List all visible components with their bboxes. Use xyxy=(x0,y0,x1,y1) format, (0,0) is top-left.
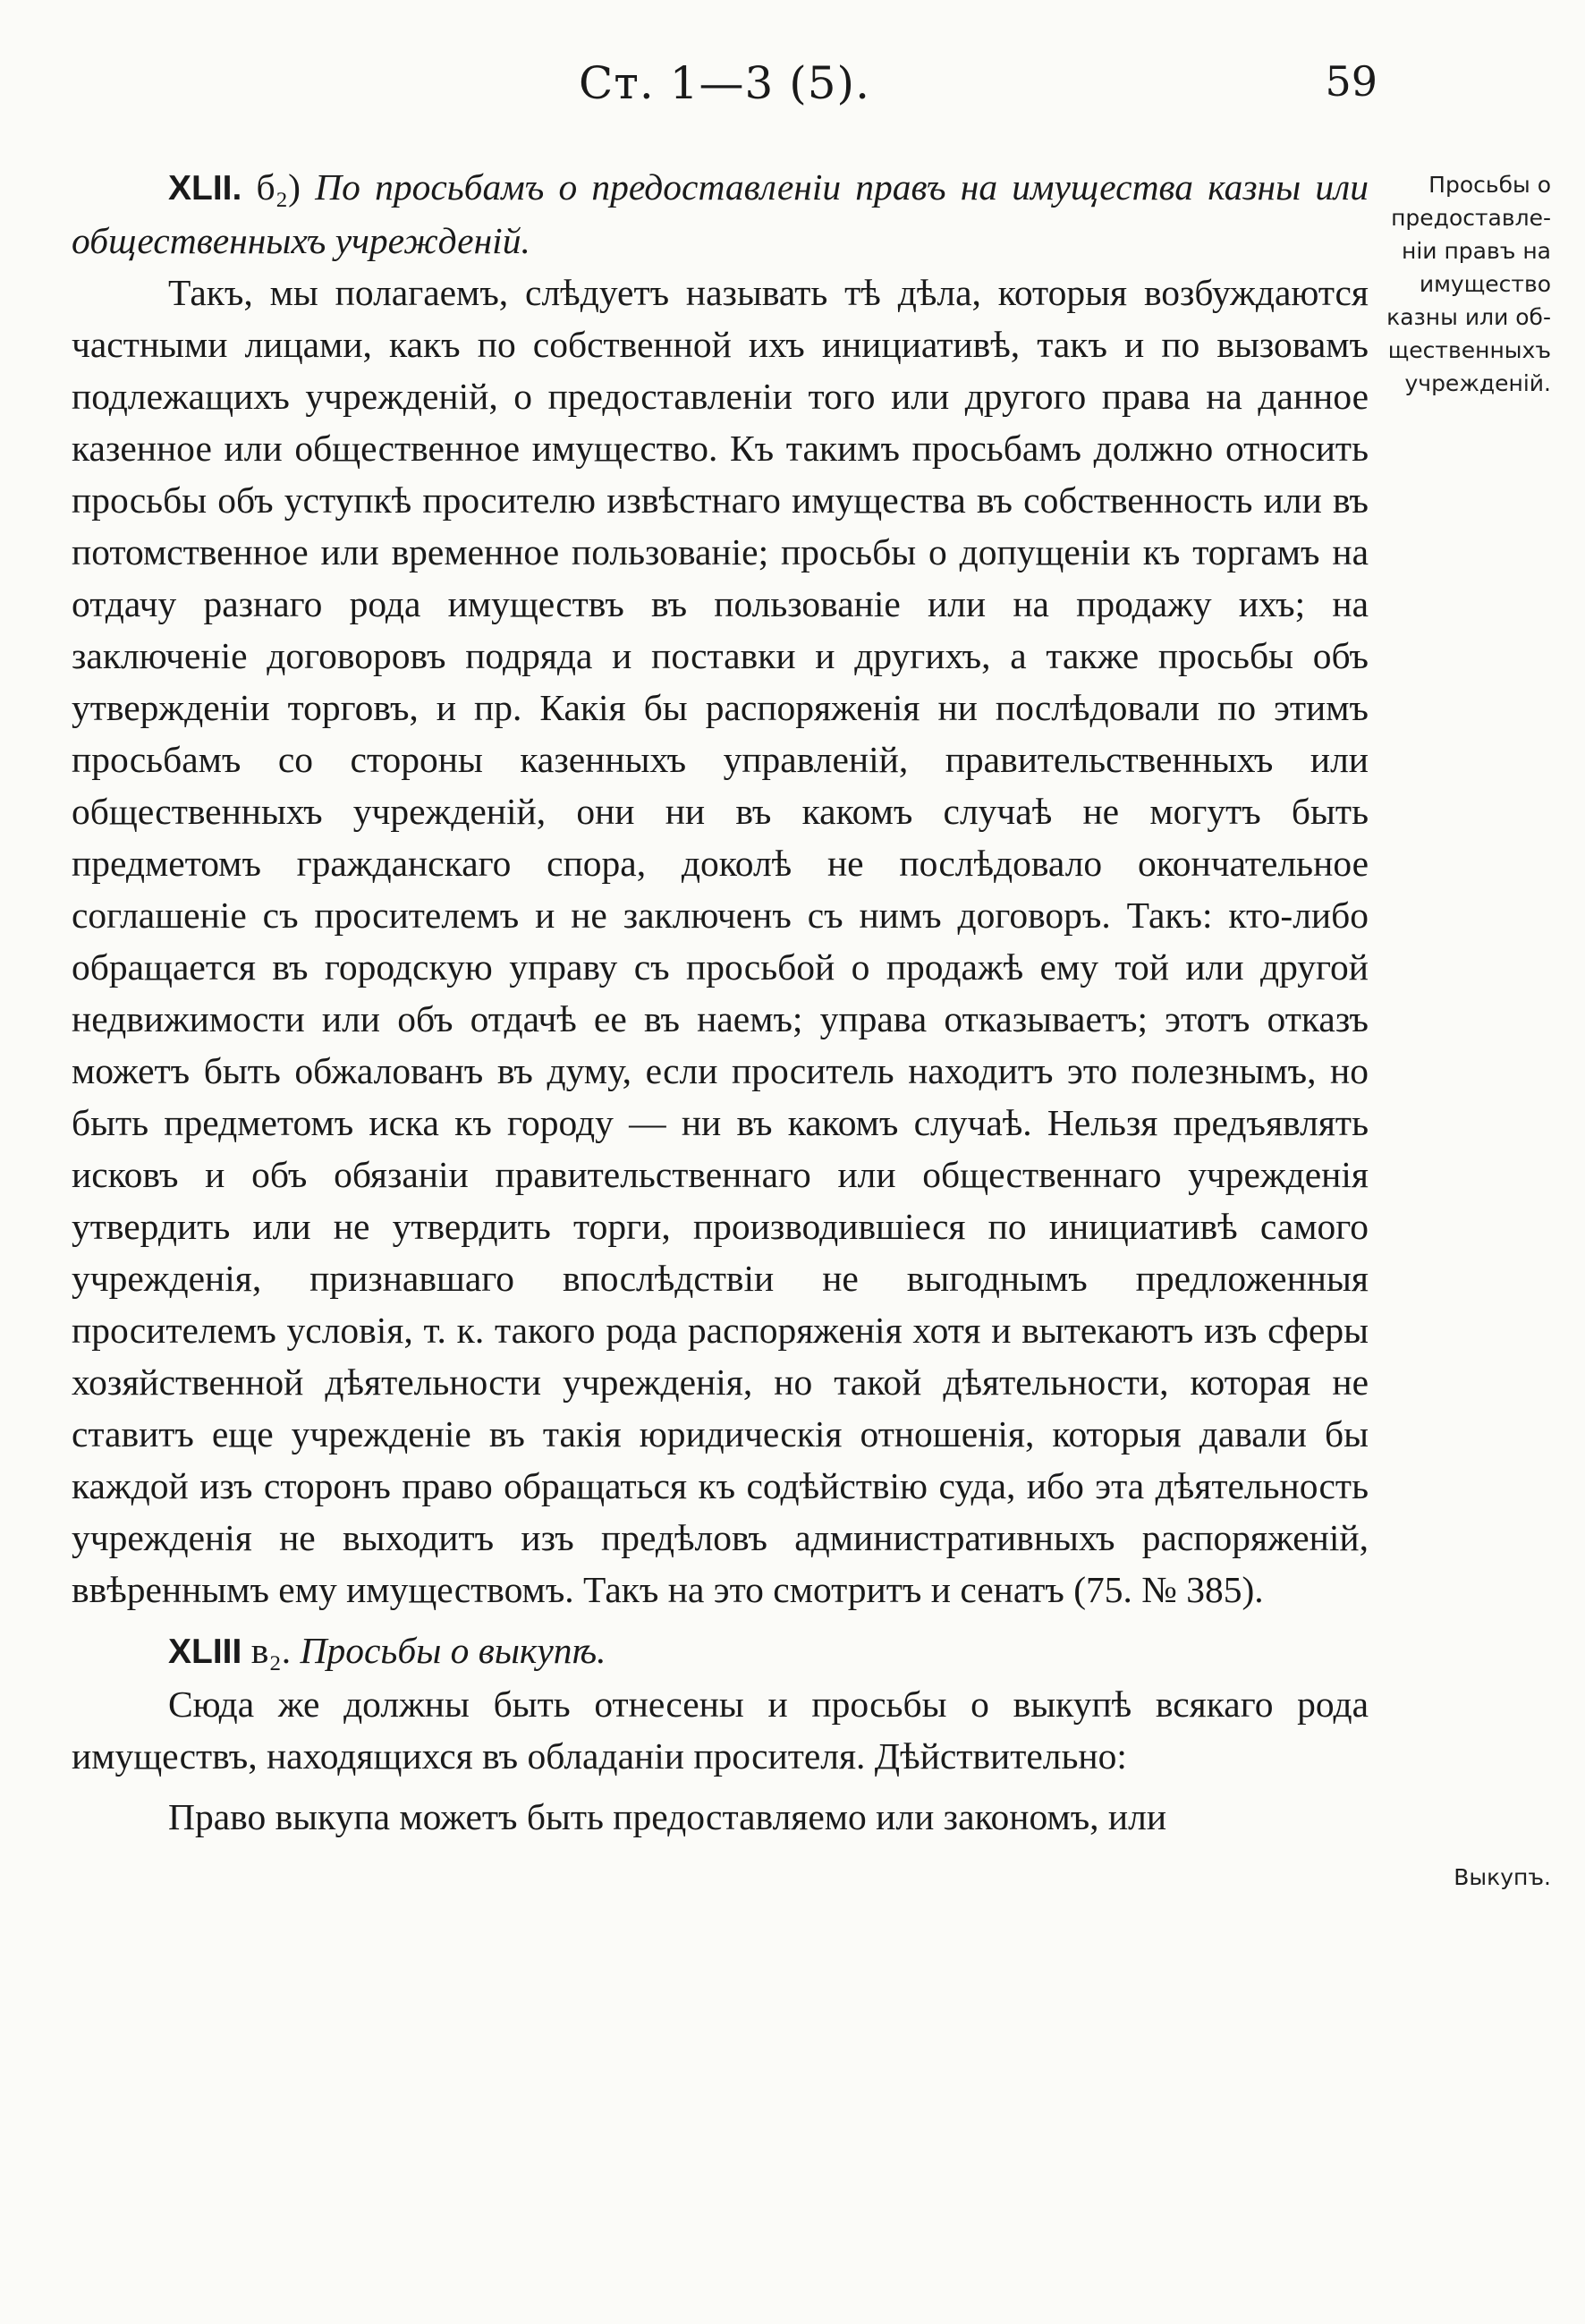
margin-note-section-43 xyxy=(1340,1861,1551,1894)
section-43-paragraph-2: Право выкупа можетъ быть предоставляемо или закономъ, или xyxy=(168,1796,1167,1837)
section-43-heading xyxy=(72,1624,1369,1678)
margin-note-line: Просьбы о xyxy=(1428,172,1551,198)
margin-note-line: учрежденій. xyxy=(1404,370,1551,396)
margin-note-line: Выкупъ. xyxy=(1454,1864,1551,1890)
margin-note-line: казны или об- xyxy=(1386,304,1551,330)
section-42-letter: б₂) xyxy=(256,166,301,208)
margin-note-line: щественныхъ xyxy=(1387,337,1551,363)
page-number: 59 xyxy=(1325,57,1377,106)
margin-note-line: имущество xyxy=(1419,271,1551,297)
section-42-paragraph: Такъ, мы полагаемъ, слѣдуетъ называть тѣ дѣла, которыя возбуждаются частными лицами, какъ по собственной ихъ инициативѣ, такъ и по вызовамъ подлежащихъ учрежденій, о предоставленіи того или другого права на данное казенное или общественное имущество. Къ такимъ просьбамъ должно относить просьбы объ уступкѣ просителю извѣстнаго имущества въ собственность или въ потомственное или временное пользованіе; просьбы о допущеніи къ торгамъ на отдачу разнаго рода имуществъ въ пользованіе или на продажу ихъ; на заключеніе договоровъ подряда и поставки и другихъ, а также просьбы объ утвержденіи торговъ, и пр. Какія бы распоряженія ни послѣдовали по этимъ просьбамъ со стороны казенныхъ управленій, правительственныхъ или общественныхъ учрежденій, они ни въ какомъ случаѣ не могутъ быть предметомъ гражданскаго спора, доколѣ не послѣдовало окончательное соглашеніе съ просителемъ и не заключенъ съ нимъ договоръ. Такъ: кто-либо обращается въ городскую управу съ просьбой о продажѣ ему той или другой недвижимости или объ отдачѣ ее въ наемъ; управа отказываетъ; этотъ отказъ можетъ быть обжалованъ въ думу, если проситель находитъ это полезнымъ, но быть предметомъ иска къ городу — ни въ какомъ случаѣ. Нельзя предъявлять исковъ и объ обязаніи правительственнаго или общественнаго учрежденія утвердить или не утвердить торги, производившіеся по инициативѣ самого учрежденія, признавшаго впослѣдствіи не выгоднымъ предложенныя просителемъ условія, т. к. такого рода распоряженія хотя и вытекаютъ изъ сферы хозяйственной дѣятельности учрежденія, но такой дѣятельности, которая не ставитъ еще учрежденіе въ такія юридическія отношенія, которыя давали бы каждой изъ сторонъ право обращаться къ содѣйствію суда, ибо эта дѣятельность учрежденія не выходитъ изъ предѣловъ административныхъ распоряженій, ввѣреннымъ ему имуществомъ. Такъ на это смотритъ и сенатъ (75. № 385). xyxy=(72,272,1369,1610)
section-42-number: XLII. xyxy=(168,169,242,208)
page-header xyxy=(72,57,1377,120)
margin-note-section-42 xyxy=(1340,168,1551,400)
section-43-title: Просьбы о выкупѣ. xyxy=(300,1630,606,1671)
section-43-paragraph-1: Сюда же должны быть отнесены и просьбы о выкупѣ всякаго рода имуществъ, находящихся въ обладаніи просителя. Дѣйствительно: xyxy=(72,1684,1369,1777)
running-title: Ст. 1—3 (5). xyxy=(579,57,870,109)
margin-note-line: предоставле- xyxy=(1391,205,1551,231)
section-43-letter: в₂. xyxy=(250,1630,292,1671)
margin-note-line: ніи правъ на xyxy=(1401,238,1551,264)
main-text-column xyxy=(72,161,1369,1843)
section-42-heading xyxy=(72,161,1369,267)
section-42-title: По просьбамъ о предоставленіи правъ на имущества казны или общественныхъ учрежденій. xyxy=(72,166,1369,261)
section-43-number: XLIII xyxy=(168,1633,242,1671)
